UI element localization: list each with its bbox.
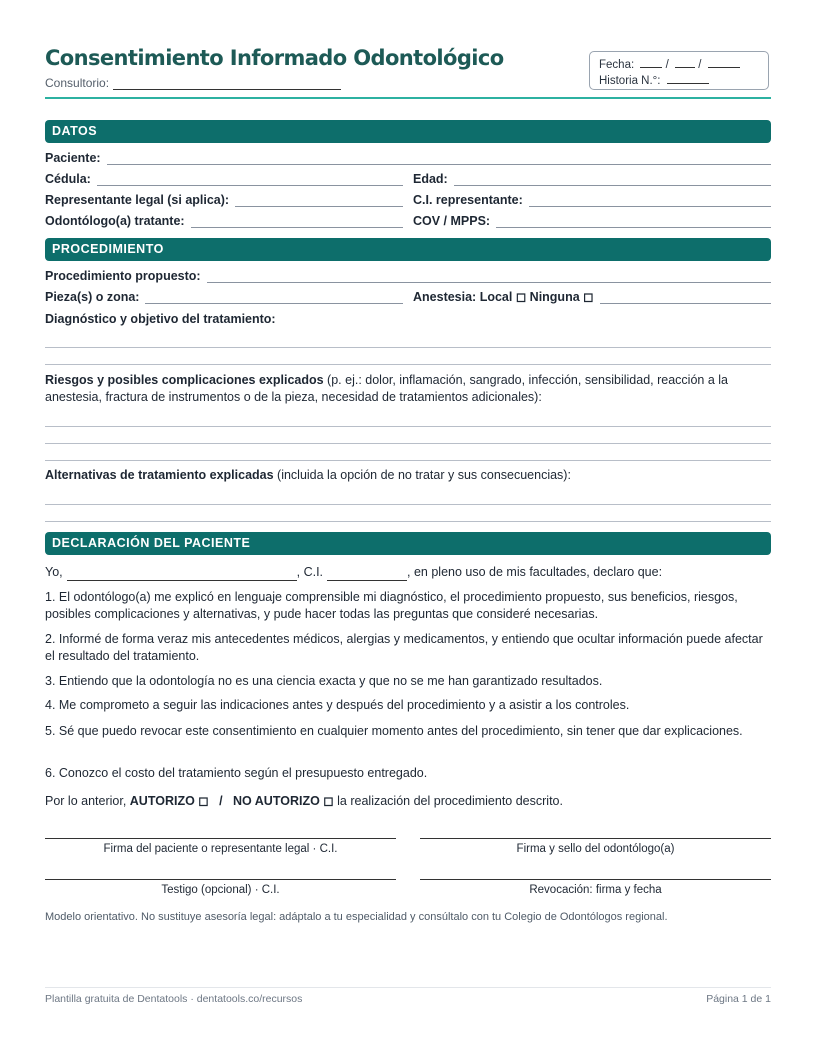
odontologo-line	[191, 215, 403, 228]
procedimiento-propuesto-label: Procedimiento propuesto:	[45, 269, 201, 283]
odontologo-label: Odontólogo(a) tratante:	[45, 214, 185, 228]
procedimiento-propuesto-line	[207, 270, 771, 283]
ci-representante-label: C.I. representante:	[413, 193, 523, 207]
document-page	[45, 0, 771, 1056]
declaracion-item-4: 4. Me comprometo a seguir las indicaciones antes y después del procedimiento y a asistir a los controles.	[45, 698, 630, 712]
fecha-year-line	[708, 57, 740, 68]
firma-revocacion-line	[420, 879, 771, 880]
paciente-line	[107, 152, 771, 165]
ci-label: , C.I.	[296, 565, 324, 579]
declaracion-item-2: 2. Informé de forma veraz mis antecedentes médicos, alergias y medicamentos, y entiendo que ocultar información puede afectar el resultado del tratamiento.	[45, 632, 763, 663]
firma-paciente-label: Firma del paciente o representante legal · C.I.	[103, 843, 338, 855]
ci-line	[327, 567, 407, 581]
procedimiento-propuesto-field	[45, 267, 771, 283]
historia-line	[667, 73, 709, 84]
edad-line	[454, 173, 771, 186]
anestesia-line	[600, 291, 771, 304]
representante-label: Representante legal (si aplica):	[45, 193, 230, 207]
riesgos-line-3	[45, 460, 771, 461]
cov-field	[413, 212, 771, 228]
pieza-line	[145, 291, 403, 304]
yo-label: Yo,	[45, 565, 63, 579]
riesgos-line-2	[45, 443, 771, 444]
fecha-label: Fecha:	[599, 59, 635, 71]
paciente-label: Paciente:	[45, 151, 101, 165]
fecha-day-line	[640, 57, 662, 68]
edad-field	[413, 170, 771, 186]
no-autorizo-option: NO AUTORIZO ◻	[233, 794, 334, 808]
representante-line	[235, 194, 403, 207]
header-rule	[45, 97, 771, 99]
alternativas-paragraph	[45, 467, 771, 484]
riesgos-text: (p. ej.: dolor, inflamación, sangrado, infección, sensibilidad, reacción a la anestesia, fractura de instrumentos o de la pieza, necesidad de tratamientos adicionales):	[45, 373, 728, 404]
odontologo-field	[45, 212, 403, 228]
consultorio-line	[113, 78, 341, 90]
representante-field	[45, 191, 403, 207]
riesgos-paragraph	[45, 372, 771, 406]
section-procedimiento-heading: PROCEDIMIENTO	[45, 238, 771, 261]
riesgos-line-1	[45, 426, 771, 427]
fecha-sep-1: /	[665, 59, 669, 71]
fecha-row	[599, 57, 759, 73]
document-title: Consentimiento Informado Odontológico	[45, 46, 504, 70]
autorizacion-line	[45, 793, 771, 810]
por-lo-anterior-text: Por lo anterior,	[45, 794, 127, 808]
date-box	[589, 51, 769, 90]
autorizo-option: AUTORIZO ◻	[129, 794, 209, 808]
declaracion-intro	[45, 564, 771, 581]
cedula-line	[97, 173, 403, 186]
declaracion-item-6: 6. Conozco el costo del tratamiento según el presupuesto entregado.	[45, 766, 428, 780]
firma-revocacion-label: Revocación: firma y fecha	[529, 884, 662, 896]
footer-rule	[45, 987, 771, 988]
consultorio-field	[45, 76, 341, 90]
autorizacion-resto-text: la realización del procedimiento descrito.	[337, 794, 563, 808]
alternativas-line-1	[45, 504, 771, 505]
nombre-line	[67, 567, 297, 581]
consultorio-label: Consultorio:	[45, 76, 110, 90]
pleno-uso-text: , en pleno uso de mis facultades, declaro que:	[407, 565, 663, 579]
firma-testigo-line	[45, 879, 396, 880]
fecha-month-line	[675, 57, 695, 68]
section-datos-heading: DATOS	[45, 120, 771, 143]
cov-label: COV / MPPS:	[413, 214, 491, 228]
firma-odontologo-line	[420, 838, 771, 839]
alternativas-text: (incluida la opción de no tratar y sus consecuencias):	[273, 468, 571, 482]
pieza-label: Pieza(s) o zona:	[45, 290, 140, 304]
paciente-field	[45, 149, 771, 165]
firma-paciente-line	[45, 838, 396, 839]
anestesia-field	[413, 288, 771, 304]
alternativas-title: Alternativas de tratamiento explicadas	[45, 468, 274, 482]
cedula-label: Cédula:	[45, 172, 91, 186]
declaracion-item-5: 5. Sé que puedo revocar este consentimiento en cualquier momento antes del procedimiento, sin tener que dar explicaciones.	[45, 724, 743, 738]
diagnostico-label: Diagnóstico y objetivo del tratamiento:	[45, 312, 276, 326]
historia-row	[599, 73, 759, 89]
alternativas-line-2	[45, 521, 771, 522]
autorizo-slash: /	[219, 794, 223, 808]
firma-testigo-label: Testigo (opcional) · C.I.	[161, 884, 280, 896]
pieza-field	[45, 288, 403, 304]
edad-label: Edad:	[413, 172, 448, 186]
firma-odontologo-label: Firma y sello del odontólogo(a)	[516, 843, 675, 855]
riesgos-title: Riesgos y posibles complicaciones explicados	[45, 373, 324, 387]
diagnostico-line-1	[45, 347, 771, 348]
diagnostico-line-2	[45, 364, 771, 365]
cedula-field	[45, 170, 403, 186]
fecha-sep-2: /	[698, 59, 702, 71]
footer-page-number: Página 1 de 1	[706, 993, 771, 1005]
ci-representante-field	[413, 191, 771, 207]
footer-left-text: Plantilla gratuita de Dentatools · dentatools.co/recursos	[45, 993, 303, 1005]
ci-representante-line	[529, 194, 771, 207]
declaracion-item-3: 3. Entiendo que la odontología no es una ciencia exacta y que no se me han garantizado resultados.	[45, 674, 603, 688]
declaracion-item-1: 1. El odontólogo(a) me explicó en lenguaje comprensible mi diagnóstico, el procedimiento propuesto, sus beneficios, riesgos, posibles complicaciones y alternativas, y pude hacer todas las preguntas que consideré necesarias.	[45, 590, 738, 621]
section-declaracion-heading: DECLARACIÓN DEL PACIENTE	[45, 532, 771, 555]
legal-note: Modelo orientativo. No sustituye asesoría legal: adáptalo a tu especialidad y consúltalo con tu Colegio de Odontólogos regional.	[45, 911, 668, 923]
cov-line	[496, 215, 771, 228]
historia-label: Historia N.°:	[599, 75, 661, 87]
anestesia-label: Anestesia: Local ◻ Ninguna ◻	[413, 290, 594, 304]
